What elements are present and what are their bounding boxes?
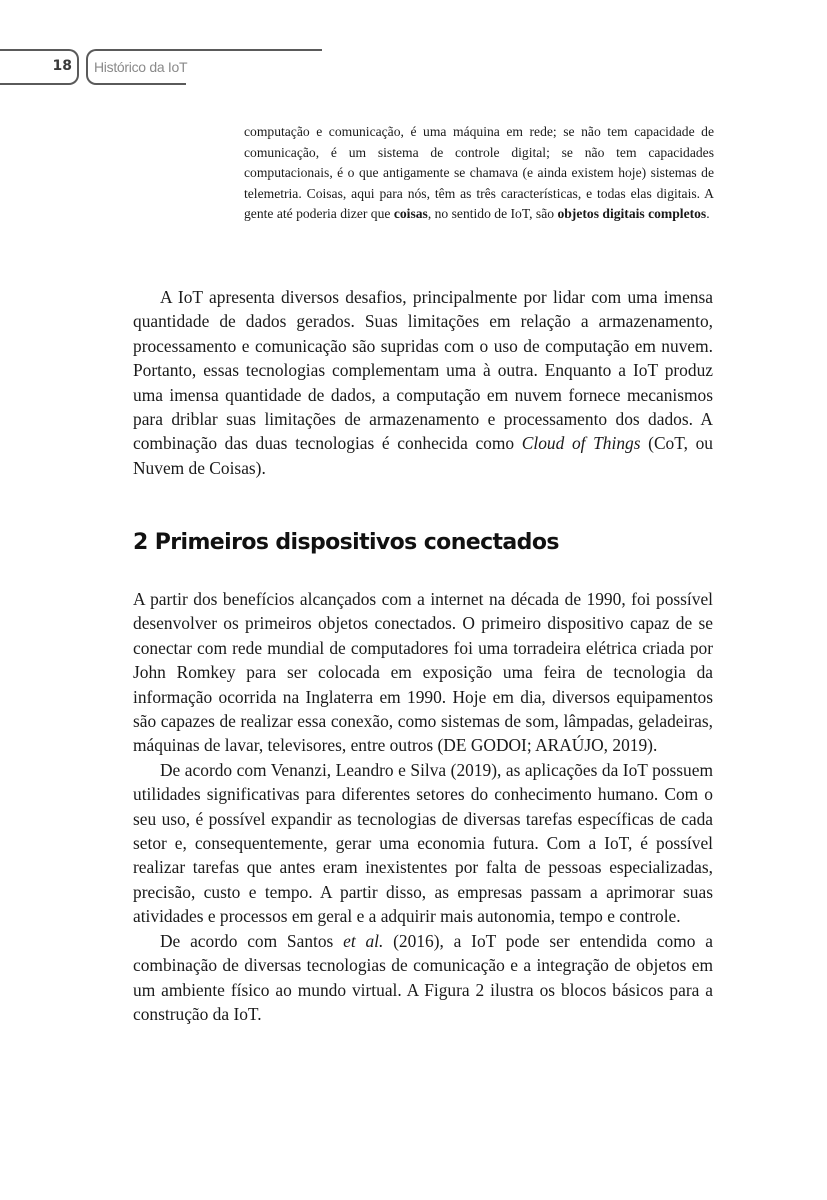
- quote-text: .: [706, 206, 710, 221]
- paragraph-text: (CoT, ou Nuvem de Coisas).: [133, 433, 713, 478]
- paragraph-text: (2016), a IoT pode ser entendida como a combinação de diversas tecnologias de comunicação e a integração de objetos em um ambiente físico ao mundo virtual. A Figura 2 ilustra os blocos básicos para a construção da IoT.: [133, 930, 713, 1024]
- paragraph-text: A IoT apresenta diversos desafios, principalmente por lidar com uma imensa quantidade de dados gerados. Suas limitações em relação a armazenamento, processamento e comunicação são supridas com o uso de computação em nuvem. Portanto, essas tecnologias complementam uma à outra. Enquanto a IoT produz uma imensa quantidade de dados, a computação em nuvem fornece mecanismos para driblar suas limitações de armazenamento e processamento dos dados. A combinação das duas tecnologias é conhecida como: [133, 287, 713, 454]
- header-rule: [96, 49, 322, 51]
- paragraph: De acordo com Venanzi, Leandro e Silva (2019), as aplicações da IoT possuem utilidades significativas para diferentes setores do conhecimento humano. Com o seu uso, é possível expandir as tecnologias de diversas tarefas específicas de cada setor e, consequentemente, gerar uma economia futura. Com a IoT, é possível realizar tarefas que antes eram inexistentes por falta de pessoas especializadas, precisão, custo e tempo. A partir disso, as empresas passam a aprimorar suas atividades e processos em geral e a adquirir mais autonomia, tempo e controle.: [133, 759, 713, 927]
- quote-bold-term: coisas: [393, 206, 428, 221]
- section-heading: 2 Primeiros dispositivos conectados: [133, 530, 559, 555]
- italic-term: et al.: [343, 930, 384, 951]
- block-quote: [244, 122, 714, 225]
- quote-bold-term: objetos digitais completos: [557, 206, 707, 221]
- quote-text: computação e comunicação, é uma máquina em rede; se não tem capacidade de comunicação, é um sistema de controle digital; se não tem capacidades computacionais, é o que antigamente se chamava (e ainda existem hoje) sistemas de telemetria. Coisas, aqui para nós, têm as três características, e todas elas digitais. A gente até poderia dizer que: [244, 124, 714, 221]
- section-2-body: [133, 587, 713, 1026]
- paragraph: [133, 929, 713, 1027]
- quote-text: , no sentido de IoT, são: [427, 206, 558, 221]
- intro-section: [133, 285, 713, 480]
- paragraph-text: De acordo com Santos: [160, 930, 344, 951]
- running-title: Histórico da IoT: [94, 59, 188, 75]
- page-number: 18: [52, 58, 72, 74]
- paragraph: A partir dos benefícios alcançados com a internet na década de 1990, foi possível desenvolver os primeiros objetos conectados. O primeiro dispositivo capaz de se conectar com rede mundial de computadores foi uma torradeira elétrica criada por John Romkey para ser colocada em exposição uma feira de tecnologia da informação ocorrida na Inglaterra em 1990. Hoje em dia, diversos equipamentos são capazes de realizar essa conexão, como sistemas de som, lâmpadas, geladeiras, máquinas de lavar, televisores, entre outros (DE GODOI; ARAÚJO, 2019).: [133, 589, 713, 756]
- paragraph: [133, 285, 713, 480]
- italic-term: Cloud of Things: [521, 433, 641, 454]
